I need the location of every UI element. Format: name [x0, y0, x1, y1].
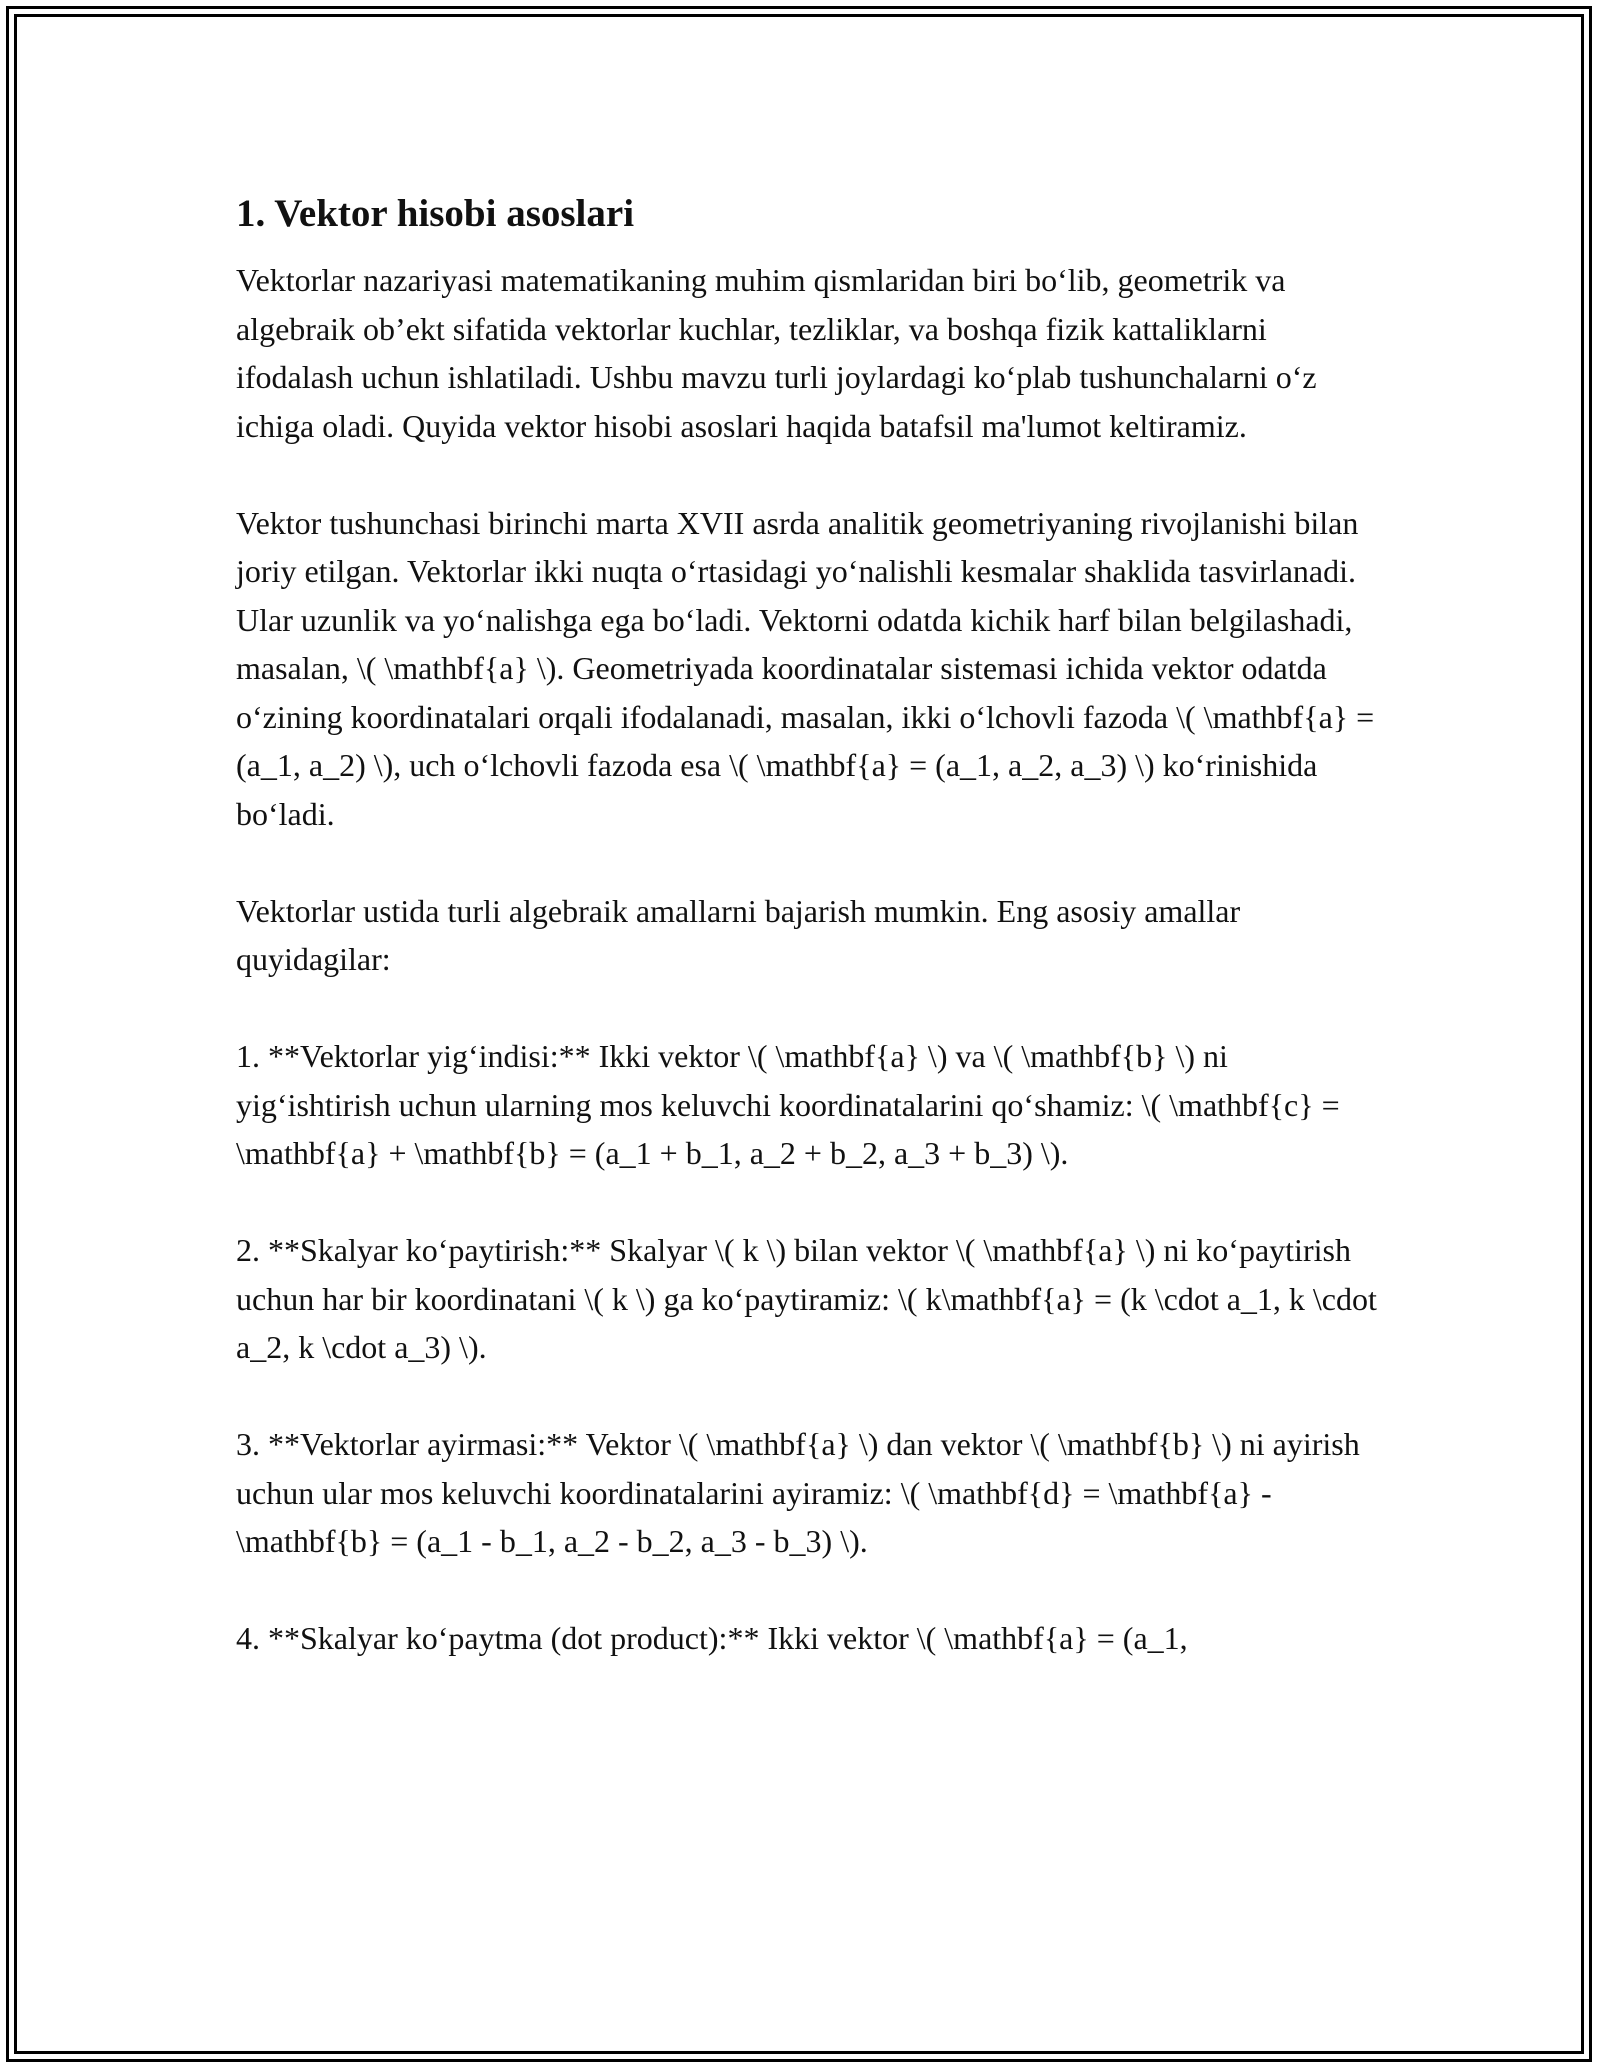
- list-item-dot-product: 4. **Skalyar ko‘paytma (dot product):** Ikki vektor \( \mathbf{a} = (a_1,: [236, 1620, 1188, 1656]
- paragraph-operations-intro: Vektorlar ustida turli algebraik amallarni bajarish mumkin. Eng asosiy amallar quyidagilar:: [236, 892, 1241, 977]
- paragraph-vector-concept: Vektor tushunchasi birinchi marta XVII asrda analitik geometriyaning rivojlanishi bilan joriy etilgan. Vektorlar ikki nuqta o‘rtasidagi yo‘nalishli kesmalar shaklida tasvirlanadi. Ular uzunlik va yo‘nalishga ega bo‘ladi. Vektorni odatda kichik harf bilan belgilashadi, masalan, \( \mathbf{a} \). Geometriyada koordinatalar sistemasi ichida vektor odatda o‘zining koordinatalari orqali ifodalanadi, masalan, ikki o‘lchovli fazoda \( \mathbf{a} = (a_1, a_2) \), uch o‘lchovli fazoda esa \( \mathbf{a} = (a_1, a_2, a_3) \) ko‘rinishida bo‘ladi.: [236, 504, 1375, 832]
- document-body: [236, 186, 1381, 1711]
- list-item-vector-difference: 3. **Vektorlar ayirmasi:** Vektor \( \mathbf{a} \) dan vektor \( \mathbf{b} \) ni ayirish uchun ular mos keluvchi koordinatalarini ayiramiz: \( \mathbf{d} = \mathbf{a} - \mathbf{b} = (a_1 - b_1, a_2 - b_2, a_3 - b_3) \).: [236, 1426, 1360, 1559]
- list-item-vector-sum: 1. **Vektorlar yig‘indisi:** Ikki vektor \( \mathbf{a} \) va \( \mathbf{b} \) ni yig‘ishtirish uchun ularning mos keluvchi koordinatalarini qo‘shamiz: \( \mathbf{c} = \mathbf{a} + \mathbf{b} = (a_1 + b_1, a_2 + b_2, a_3 + b_3) \).: [236, 1038, 1340, 1171]
- section-heading: 1. Vektor hisobi asoslari: [236, 192, 635, 235]
- list-item-scalar-multiplication: 2. **Skalyar ko‘paytirish:** Skalyar \( k \) bilan vektor \( \mathbf{a} \) ni ko‘paytirish uchun har bir koordinatani \( k \) ga ko‘paytiramiz: \( k\mathbf{a} = (k \cdot a_1, k \cdot a_2, k \cdot a_3) \).: [236, 1232, 1377, 1365]
- paragraph-intro: Vektorlar nazariyasi matematikaning muhim qismlaridan biri bo‘lib, geometrik va algebraik ob’ekt sifatida vektorlar kuchlar, tezliklar, va boshqa fizik kattaliklarni ifodalash uchun ishlatiladi. Ushbu mavzu turli joylardagi ko‘plab tushunchalarni o‘z ichiga oladi. Quyida vektor hisobi asoslari haqida batafsil ma'lumot keltiramiz.: [236, 262, 1317, 444]
